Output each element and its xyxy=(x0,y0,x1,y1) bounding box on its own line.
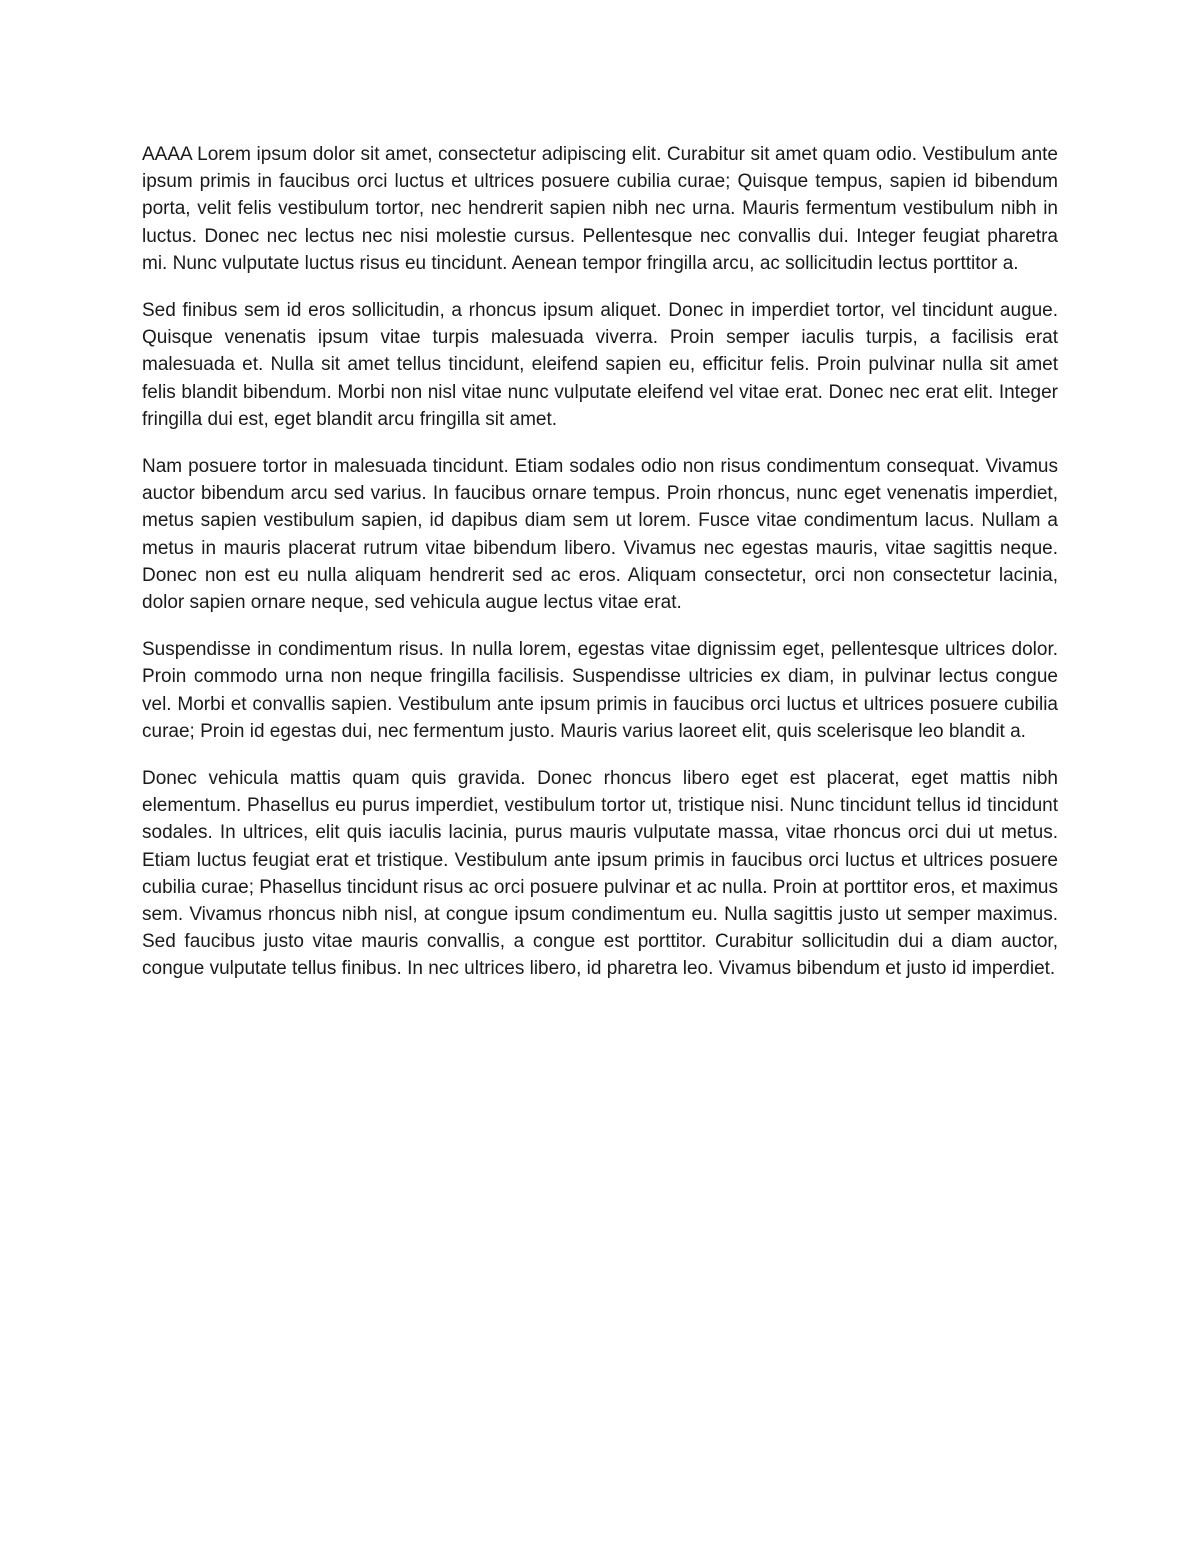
paragraph-5: Donec vehicula mattis quam quis gravida. Donec rhoncus libero eget est placerat, eget mattis nibh elementum. Phasellus eu purus imperdiet, vestibulum tortor ut, tristique nisi. Nunc tincidunt tellus id tincidunt sodales. In ultrices, elit quis iaculis lacinia, purus mauris vulputate massa, vitae rhoncus orci dui ut metus. Etiam luctus feugiat erat et tristique. Vestibulum ante ipsum primis in faucibus orci luctus et ultrices posuere cubilia curae; Phasellus tincidunt risus ac orci posuere pulvinar et ac nulla. Proin at porttitor eros, et maximus sem. Vivamus rhoncus nibh nisl, at congue ipsum condimentum eu. Nulla sagittis justo ut semper maximus. Sed faucibus justo vitae mauris convallis, a congue est porttitor. Curabitur sollicitudin dui a diam auctor, congue vulputate tellus finibus. In nec ultrices libero, id pharetra leo. Vivamus bibendum et justo id imperdiet. xyxy=(142,768,1058,980)
paragraph-2: Sed finibus sem id eros sollicitudin, a rhoncus ipsum aliquet. Donec in imperdiet tortor, vel tincidunt augue. Quisque venenatis ipsum vitae turpis malesuada viverra. Proin semper iaculis turpis, a facilisis erat malesuada et. Nulla sit amet tellus tincidunt, eleifend sapien eu, efficitur felis. Proin pulvinar nulla sit amet felis blandit bibendum. Morbi non nisl vitae nunc vulputate eleifend vel vitae erat. Donec nec erat elit. Integer fringilla dui est, eget blandit arcu fringilla sit amet. xyxy=(142,300,1058,430)
document-body xyxy=(142,141,1058,1003)
paragraph-1: AAAA Lorem ipsum dolor sit amet, consectetur adipiscing elit. Curabitur sit amet quam odio. Vestibulum ante ipsum primis in faucibus orci luctus et ultrices posuere cubilia curae; Quisque tempus, sapien id bibendum porta, velit felis vestibulum tortor, nec hendrerit sapien nibh nec urna. Mauris fermentum vestibulum nibh in luctus. Donec nec lectus nec nisi molestie cursus. Pellentesque nec convallis dui. Integer feugiat pharetra mi. Nunc vulputate luctus risus eu tincidunt. Aenean tempor fringilla arcu, ac sollicitudin lectus porttitor a. xyxy=(142,144,1058,274)
paragraph-3: Nam posuere tortor in malesuada tincidunt. Etiam sodales odio non risus condimentum consequat. Vivamus auctor bibendum arcu sed varius. In faucibus ornare tempus. Proin rhoncus, nunc eget venenatis imperdiet, metus sapien vestibulum sapien, id dapibus diam sem ut lorem. Fusce vitae condimentum lacus. Nullam a metus in mauris placerat rutrum vitae bibendum libero. Vivamus nec egestas mauris, vitae sagittis neque. Donec non est eu nulla aliquam hendrerit sed ac eros. Aliquam consectetur, orci non consectetur lacinia, dolor sapien ornare neque, sed vehicula augue lectus vitae erat. xyxy=(142,456,1058,614)
paragraph-4: Suspendisse in condimentum risus. In nulla lorem, egestas vitae dignissim eget, pellentesque ultrices dolor. Proin commodo urna non neque fringilla facilisis. Suspendisse ultricies ex diam, in pulvinar lectus congue vel. Morbi et convallis sapien. Vestibulum ante ipsum primis in faucibus orci luctus et ultrices posuere cubilia curae; Proin id egestas dui, nec fermentum justo. Mauris varius laoreet elit, quis scelerisque leo blandit a. xyxy=(142,639,1058,742)
